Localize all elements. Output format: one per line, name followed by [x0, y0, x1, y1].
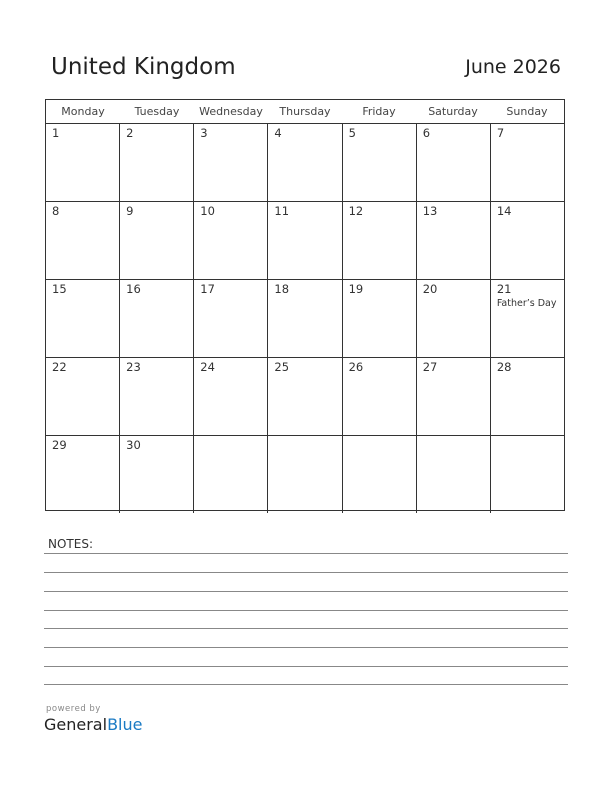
day-cell [417, 436, 491, 513]
weekday-saturday: Saturday [428, 105, 478, 118]
day-cell [417, 202, 491, 279]
day-number: 4 [274, 126, 282, 140]
day-number: 26 [348, 360, 364, 374]
day-cell [46, 202, 120, 279]
day-cell [343, 280, 417, 357]
day-number: 1 [52, 126, 60, 140]
week-row-2 [46, 202, 564, 280]
calendar-month-year: June 2026 [465, 56, 561, 78]
day-number: 29 [52, 438, 67, 452]
notes-line [44, 553, 568, 554]
day-number: 13 [422, 204, 438, 218]
day-cell [343, 358, 417, 435]
week-row-3 [46, 280, 564, 358]
calendar-grid [45, 99, 565, 511]
day-cell [46, 358, 120, 435]
day-number: 8 [52, 204, 60, 218]
day-number: 20 [422, 282, 438, 296]
notes-label: NOTES: [48, 537, 93, 551]
week-row-1 [46, 124, 564, 202]
notes-line [44, 610, 568, 611]
day-number: 23 [126, 360, 141, 374]
day-cell [46, 280, 120, 357]
weekday-sunday: Sunday [506, 105, 548, 118]
week-row-4 [46, 358, 564, 436]
notes-line [44, 684, 568, 685]
day-cell [268, 124, 342, 201]
day-cell [343, 436, 417, 513]
day-number: 18 [274, 282, 290, 296]
day-number: 2 [126, 126, 134, 140]
day-number: 22 [52, 360, 67, 374]
week-row-5 [46, 436, 564, 513]
weekday-thursday: Thursday [279, 105, 331, 118]
day-cell [491, 436, 564, 513]
day-cell [194, 436, 268, 513]
weekday-header-row [46, 100, 564, 124]
day-cell [194, 124, 268, 201]
day-cell [491, 124, 564, 201]
powered-by-text: powered by [46, 704, 101, 714]
day-number: 16 [126, 282, 141, 296]
generalblue-logo [44, 704, 142, 734]
brand-name [44, 715, 142, 734]
day-cell [194, 202, 268, 279]
notes-line [44, 666, 568, 667]
day-number: 3 [200, 126, 208, 140]
notes-line [44, 647, 568, 648]
day-cell [491, 358, 564, 435]
day-number: 10 [200, 204, 215, 218]
brand-name-blue: Blue [107, 715, 143, 734]
day-cell [46, 436, 120, 513]
notes-line [44, 591, 568, 592]
day-cell [343, 124, 417, 201]
day-cell [417, 280, 491, 357]
weekday-monday: Monday [61, 105, 105, 118]
notes-line [44, 628, 568, 629]
day-cell [491, 280, 564, 357]
weekday-tuesday: Tuesday [134, 105, 180, 118]
day-number: 28 [496, 360, 512, 374]
day-cell [194, 358, 268, 435]
day-number: 12 [348, 204, 364, 218]
day-number: 30 [126, 438, 141, 452]
day-cell [417, 358, 491, 435]
brand-name-general: General [44, 715, 108, 734]
calendar-country-title: United Kingdom [51, 54, 236, 80]
day-cell [268, 358, 342, 435]
day-number: 7 [496, 126, 505, 140]
day-number: 17 [200, 282, 215, 296]
day-cell [194, 280, 268, 357]
day-number: 14 [496, 204, 512, 218]
day-number: 5 [348, 126, 356, 140]
day-cell [120, 280, 194, 357]
day-cell [120, 202, 194, 279]
day-cell [343, 202, 417, 279]
day-cell [268, 202, 342, 279]
day-cell [120, 358, 194, 435]
day-number: 21 [496, 282, 512, 296]
day-cell [120, 124, 194, 201]
day-number: 6 [422, 126, 431, 140]
day-number: 27 [422, 360, 438, 374]
day-cell [268, 280, 342, 357]
day-number: 25 [274, 360, 290, 374]
day-cell [417, 124, 491, 201]
notes-line [44, 572, 568, 573]
day-cell [268, 436, 342, 513]
day-number: 15 [52, 282, 67, 296]
weekday-friday: Friday [362, 105, 396, 118]
day-cell [120, 436, 194, 513]
weekday-wednesday: Wednesday [199, 105, 263, 118]
day-number: 11 [274, 204, 290, 218]
day-number: 24 [200, 360, 215, 374]
day-cell [491, 202, 564, 279]
day-number: 19 [348, 282, 364, 296]
day-cell [46, 124, 120, 201]
holiday-label: Father’s Day [496, 298, 557, 309]
day-number: 9 [126, 204, 134, 218]
